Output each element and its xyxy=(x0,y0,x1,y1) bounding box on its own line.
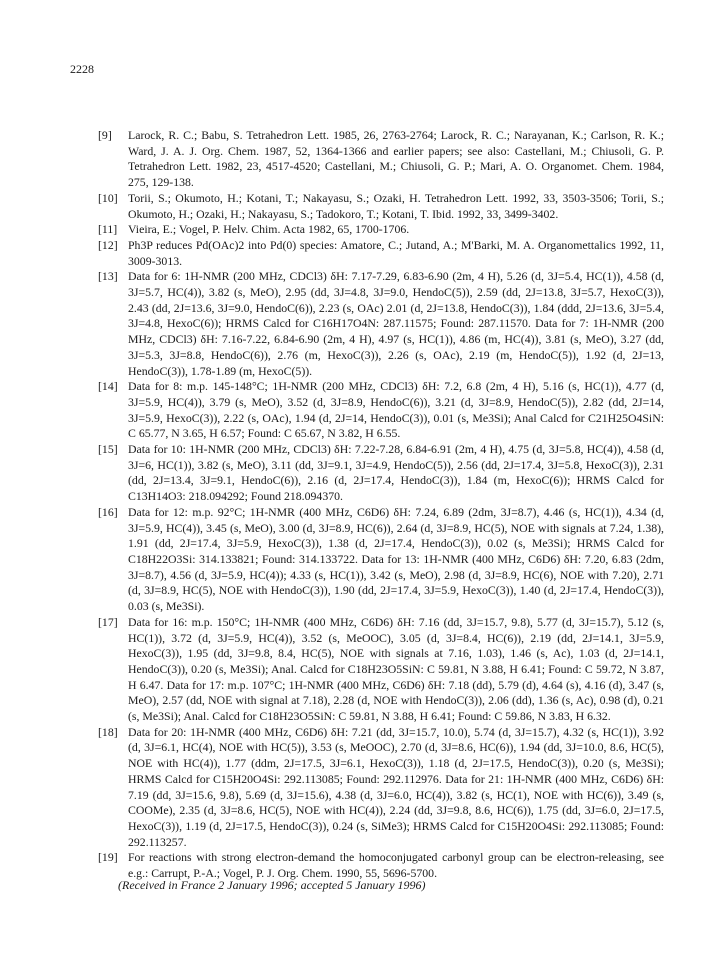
reference-number: [15] xyxy=(98,442,118,457)
reference-item xyxy=(98,379,664,442)
reference-item xyxy=(98,222,664,238)
reference-number: [16] xyxy=(98,504,118,519)
reference-item xyxy=(98,269,664,379)
reference-number: [10] xyxy=(98,190,118,205)
reference-number: [9] xyxy=(98,128,112,142)
reference-item xyxy=(98,128,664,191)
reference-text: Data for 20: 1H-NMR (400 MHz, C6D6) δH: 7.21 (dd, 3J=15.7, 10.0), 5.74 (d, 3J=15.7), 4.32 (s, HC(1)), 3.92 (d, 3J=6.1, HC(4), NOE with HC(5)), 3.53 (s, MeOOC), 2.70 (d, 3J=8.6, HC(6)), 1.94 (dd, 3J=10.0, 8.6, HC(5), NOE with HC(4)), 1.77 (ddm, 2J=17.5, 3J=6.1, HexoC(3)), 1.18 (d, 2J=17.5, HendoC(3)), 0.20 (s, Me3Si); HRMS Calcd for C15H20O4Si: 292.113085; Found: 292.112976. Data for 21: 1H-NMR (400 MHz, C6D6) δH: 7.19 (dd, 3J=15.6, 9.8), 5.69 (d, 3J=15.6), 4.38 (d, 3J=6.0, HC(4)), 3.82 (s, HC(1), NOE with HC(6)), 3.49 (s, COOMe), 2.35 (d, 3J=8.6, HC(5), NOE with HC(4)), 2.24 (dd, 3J=9.8, 8.6, HC(6)), 1.75 (dd, 3J=6.0, 2J=17.5, HexoC(3)), 1.19 (d, 2J=17.5, HendoC(3)), 0.24 (s, SiMe3); HRMS Calcd for C15H20O4Si: 292.113085; Found: 292.113257. xyxy=(128,724,664,849)
reference-text: Data for 12: m.p. 92°C; 1H-NMR (400 MHz, C6D6) δH: 7.24, 6.89 (2dm, 3J=8.7), 4.46 (s, HC(1)), 4.34 (d, 3J=5.9, HC(4)), 3.45 (s, MeO), 3.00 (d, 3J=8.9, HC(6)), 2.64 (d, 3J=8.9, HC(5), NOE with signals at 7.24, 1.38), 1.91 (dd, 2J=17.4, 3J=5.9, HexoC(3)), 1.38 (d, 2J=17.4, HendoC(3)), 0.02 (s, Me3Si); HRMS Calcd for C18H22O3Si: 314.133821; Found: 314.133722. Data for 13: 1H-NMR (400 MHz, C6D6) δH: 7.20, 6.83 (2dm, 3J=8.7), 4.56 (d, 3J=5.9, HC(4)); 4.33 (s, HC(1)), 3.42 (s, MeO), 2.98 (d, 3J=8.9, HC(6), NOE with 7.20), 2.71 (d, 3J=8.9, HC(5), NOE with HendoC(3)), 1.90 (dd, 2J=17.4, 3J=5.9, HexoC(3)), 1.40 (d, 2J=17.4, HendoC(3)), 0.03 (s, Me3Si). xyxy=(128,504,664,614)
reference-number: [17] xyxy=(98,614,118,629)
reference-text: Ph3P reduces Pd(OAc)2 into Pd(0) species: Amatore, C.; Jutand, A.; M'Barki, M. A. Organomettalics 1992, 11, 3009-3013. xyxy=(128,237,664,268)
reference-text: Data for 10: 1H-NMR (200 MHz, CDCl3) δH: 7.22-7.28, 6.84-6.91 (2m, 4 H), 4.75 (d, 3J=5.8, HC(4)), 4.58 (d, 3J=6, HC(1)), 3.82 (s, MeO), 3.11 (dd, 3J=9.1, 3J=4.9, HendoC(5)), 2.56 (dd, 2J=17.4, 3J=5.8, HexoC(3)), 2.31 (dd, 2J=13.4, 3J=9.1, HendoC(6)), 2.16 (d, 2J=17.4, HendoC(3)), 1.84 (m, HexoC(6)); HRMS Calcd for C13H14O3: 218.094292; Found 218.094370. xyxy=(128,442,664,504)
reference-number: [18] xyxy=(98,724,118,739)
reference-item xyxy=(98,238,664,269)
reference-text: Data for 8: m.p. 145-148°C; 1H-NMR (200 MHz, CDCl3) δH: 7.2, 6.8 (2m, 4 H), 5.16 (s, HC(1)), 4.77 (d, 3J=5.9, HC(4)), 3.79 (s, MeO), 3.52 (d, 3J=8.9, HendoC(6)), 3.21 (d, 3J=8.9, HendoC(5)), 2.82 (dd, 2J=14, 3J=5.9, HexoC(3)), 2.22 (s, OAc), 1.94 (d, 2J=14, HendoC(3)), 0.01 (s, Me3Si); Anal Calcd for C21H25O4SiN: C 65.77, N 3.65, H 6.57; Found: C 65.67, N 3.82, H 6.55. xyxy=(128,379,664,441)
reference-text: Data for 16: m.p. 150°C; 1H-NMR (400 MHz, C6D6) δH: 7.16 (dd, 3J=15.7, 9.8), 5.77 (d, 3J=15.7), 5.12 (s, HC(1)), 3.72 (d, 3J=5.9, HC(4)), 3.52 (s, MeOOC), 3.05 (d, 3J=8.4, HC(6)), 2.19 (dd, 2J=14.1, 3J=5.9, HexoC(3)), 1.95 (dd, 3J=9.8, 8.4, HC(5), NOE with signals at 7.16, 1.03), 1.46 (s, Ac), 1.03 (d, 2J=14.1, HendoC(3)), 0.20 (s, Me3Si); Anal. Calcd for C18H23O5SiN: C 59.81, N 3.88, H 6.41; Found: C 59.72, N 3.87, H 6.47. Data for 17: m.p. 107°C; 1H-NMR (400 MHz, C6D6) δH: 7.18 (dd), 5.79 (d), 4.64 (s), 4.16 (d), 3.47 (s, MeO), 2.57 (dd, NOE with signal at 7.18), 2.28 (d, NOE with HendoC(3)), 2.06 (dd), 1.36 (s, Ac), 0.98 (d), 0.21 (s, Me3Si); Anal. Calcd for C18H23O5SiN: C 59.81, N 3.88, H 6.41; Found: C 59.86, N 3.83, H 6.32. xyxy=(128,614,664,724)
reference-item xyxy=(98,505,664,615)
reference-list xyxy=(98,128,664,882)
reference-item xyxy=(98,442,664,505)
reference-text: Vieira, E.; Vogel, P. Helv. Chim. Acta 1982, 65, 1700-1706. xyxy=(128,222,410,237)
reference-text: Data for 6: 1H-NMR (200 MHz, CDCl3) δH: 7.17-7.29, 6.83-6.90 (2m, 4 H), 5.26 (d, 3J=5.4, HC(1)), 4.58 (d, 3J=5.7, HC(4)), 3.82 (s, MeO), 2.95 (dd, 3J=4.8, 3J=9.0, HendoC(5)), 2.59 (dd, 2J=13.8, 3J=5.7, HexoC(3)), 2.43 (dd, 2J=13.6, 3J=9.0, HendoC(6)), 2.23 (s, OAc) 2.01 (d, 2J=13.8, HendoC(3)), 1.84 (ddd, 2J=13.6, 3J=5.4, 3J=4.8, HexoC(6)); HRMS Calcd for C16H17O4N: 287.11575; Found: 287.11570. Data for 7: 1H-NMR (200 MHz, CDCl3) δH: 7.16-7.22, 6.84-6.90 (2m, 4 H), 4.97 (s, HC(1)), 4.86 (m, HC(4)), 3.81 (s, MeO), 3.27 (dd, 3J=5.3, 3J=8.8, HendoC(6)), 2.76 (m, HexoC(3)), 2.26 (s, OAc), 2.19 (m, HendoC(5)), 1.92 (d, 2J=13, HendoC(3)), 1.78-1.89 (m, HexoC(5)). xyxy=(128,269,664,378)
page-number: 2228 xyxy=(70,62,94,76)
reference-text: For reactions with strong electron-demand the homoconjugated carbonyl group can be electron-releasing, see e.g.: Carrupt, P.-A.; Vogel, P. J. Org. Chem. 1990, 55, 5696-5700. xyxy=(128,850,664,881)
reference-text: Larock, R. C.; Babu, S. Tetrahedron Lett. 1985, 26, 2763-2764; Larock, R. C.; Narayanan, K.; Carlson, R. K.; Ward, J. A. J. Org. Chem. 1987, 52, 1364-1366 and earlier papers; see also: Castellani, M.; Chiusoli, G. P. Tetrahedron Lett. 1982, 23, 4517-4520; Castellani, M.; Chiusoli, G. P.; Mari, A. O. Organomet. Chem. 1984, 275, 129-138. xyxy=(128,128,664,190)
reference-number: [12] xyxy=(98,237,118,252)
reference-item xyxy=(98,725,664,851)
received-note: (Received in France 2 January 1996; accepted 5 January 1996) xyxy=(118,878,426,892)
reference-number: [19] xyxy=(98,850,118,865)
reference-number: [13] xyxy=(98,269,118,284)
reference-number: [14] xyxy=(98,379,118,394)
reference-item xyxy=(98,615,664,725)
reference-number: [11] xyxy=(98,222,118,237)
reference-item xyxy=(98,191,664,222)
reference-text: Torii, S.; Okumoto, H.; Kotani, T.; Nakayasu, S.; Ozaki, H. Tetrahedron Lett. 1992, 33, 3503-3506; Torii, S.; Okumoto, H.; Ozaki, H.; Nakayasu, S.; Tadokoro, T.; Kotani, T. Ibid. 1992, 33, 3499-3402. xyxy=(128,190,664,221)
